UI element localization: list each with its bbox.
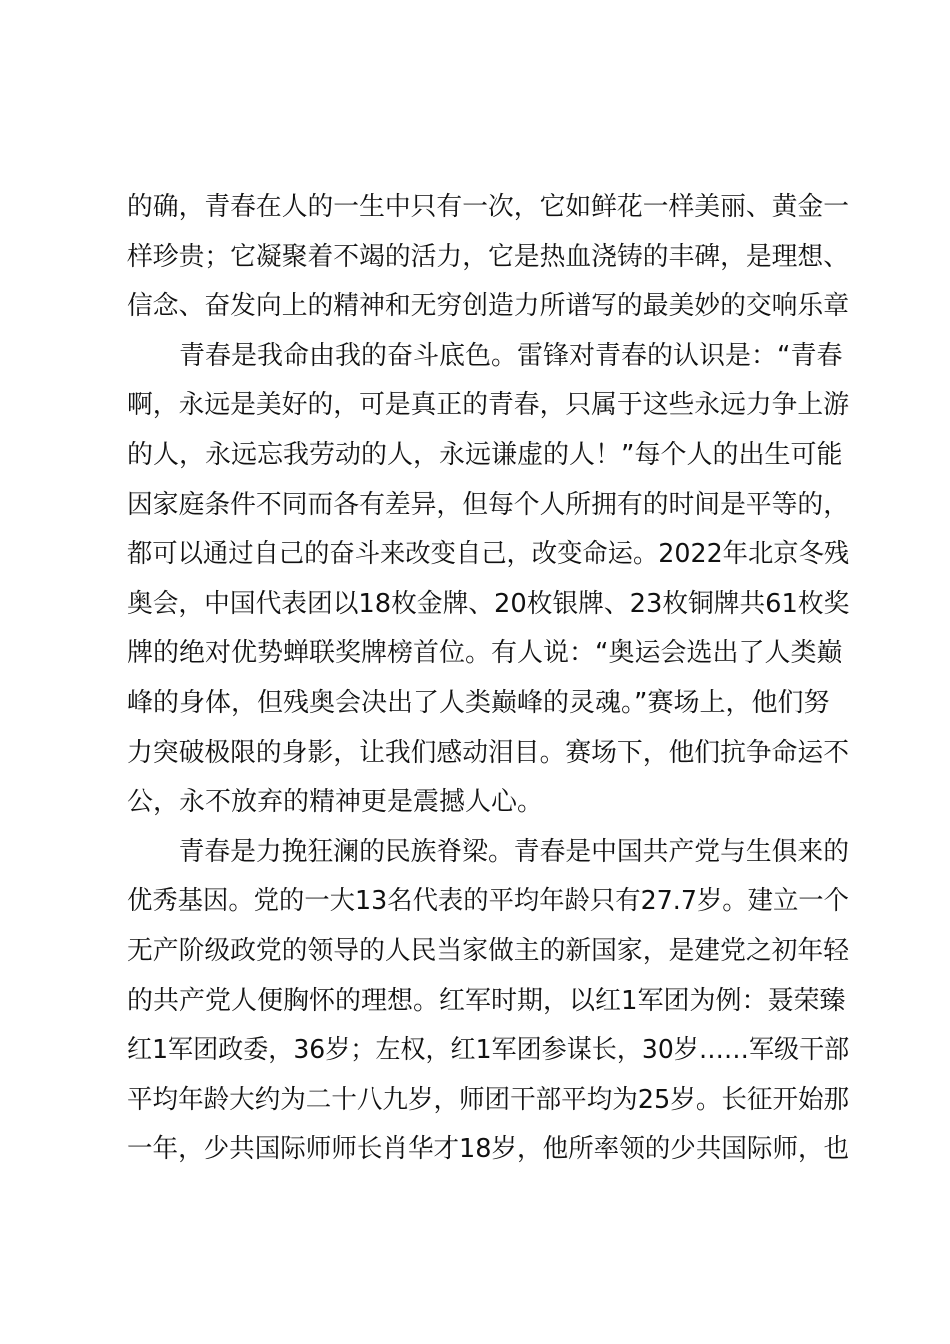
text-line: 的共产党人便胸怀的理想。红军时期，以红1军团为例：聂荣臻 <box>127 985 846 1016</box>
text-line: 因家庭条件不同而各有差异，但每个人所拥有的时间是平等的， <box>127 489 850 520</box>
body-text <box>127 183 850 1175</box>
paragraph-1 <box>127 183 850 332</box>
text-line: 红1军团政委，36岁；左权，红1军团参谋长，30岁……军级干部 <box>127 1035 850 1066</box>
paragraph-3 <box>127 828 850 1175</box>
text-line: 牌的绝对优势蝉联奖牌榜首位。有人说：“奥运会选出了人类巅 <box>127 638 843 669</box>
text-line: 峰的身体，但残奥会决出了人类巅峰的灵魂。”赛场上，他们努 <box>127 687 830 718</box>
text-line: 的确，青春在人的一生中只有一次，它如鲜花一样美丽、黄金一 <box>127 192 850 222</box>
text-line: 奥会，中国代表团以18枚金牌、20枚银牌、23枚铜牌共61枚奖 <box>127 588 850 619</box>
text-line: 一年，少共国际师师长肖华才18岁，他所率领的少共国际师，也 <box>127 1134 850 1165</box>
text-line: 青春是力挽狂澜的民族脊梁。青春是中国共产党与生俱来的 <box>127 836 850 867</box>
text-line: 样珍贵；它凝聚着不竭的活力，它是热血浇铸的丰碑，是理想、 <box>127 241 850 272</box>
text-line: 公，永不放弃的精神更是震撼人心。 <box>127 787 544 818</box>
text-line: 都可以通过自己的奋斗来改变自己，改变命运。2022年北京冬残 <box>127 539 850 570</box>
text-line: 无产阶级政党的领导的人民当家做主的新国家，是建党之初年轻 <box>127 935 850 966</box>
text-line: 信念、奋发向上的精神和无穷创造力所谱写的最美妙的交响乐章 <box>127 291 850 322</box>
text-line: 力突破极限的身影，让我们感动泪目。赛场下，他们抗争命运不 <box>127 737 850 768</box>
text-line: 啊，永远是美好的，可是真正的青春，只属于这些永远力争上游 <box>127 390 850 421</box>
text-line: 优秀基因。党的一大13名代表的平均年龄只有27.7岁。建立一个 <box>127 886 849 917</box>
text-line: 青春是我命由我的奋斗底色。雷锋对青春的认识是：“青春 <box>127 340 843 371</box>
paragraph-2 <box>127 332 850 828</box>
text-line: 平均年龄大约为二十八九岁，师团干部平均为25岁。长征开始那 <box>127 1084 850 1115</box>
text-line: 的人，永远忘我劳动的人，永远谦虚的人！”每个人的出生可能 <box>127 439 843 470</box>
